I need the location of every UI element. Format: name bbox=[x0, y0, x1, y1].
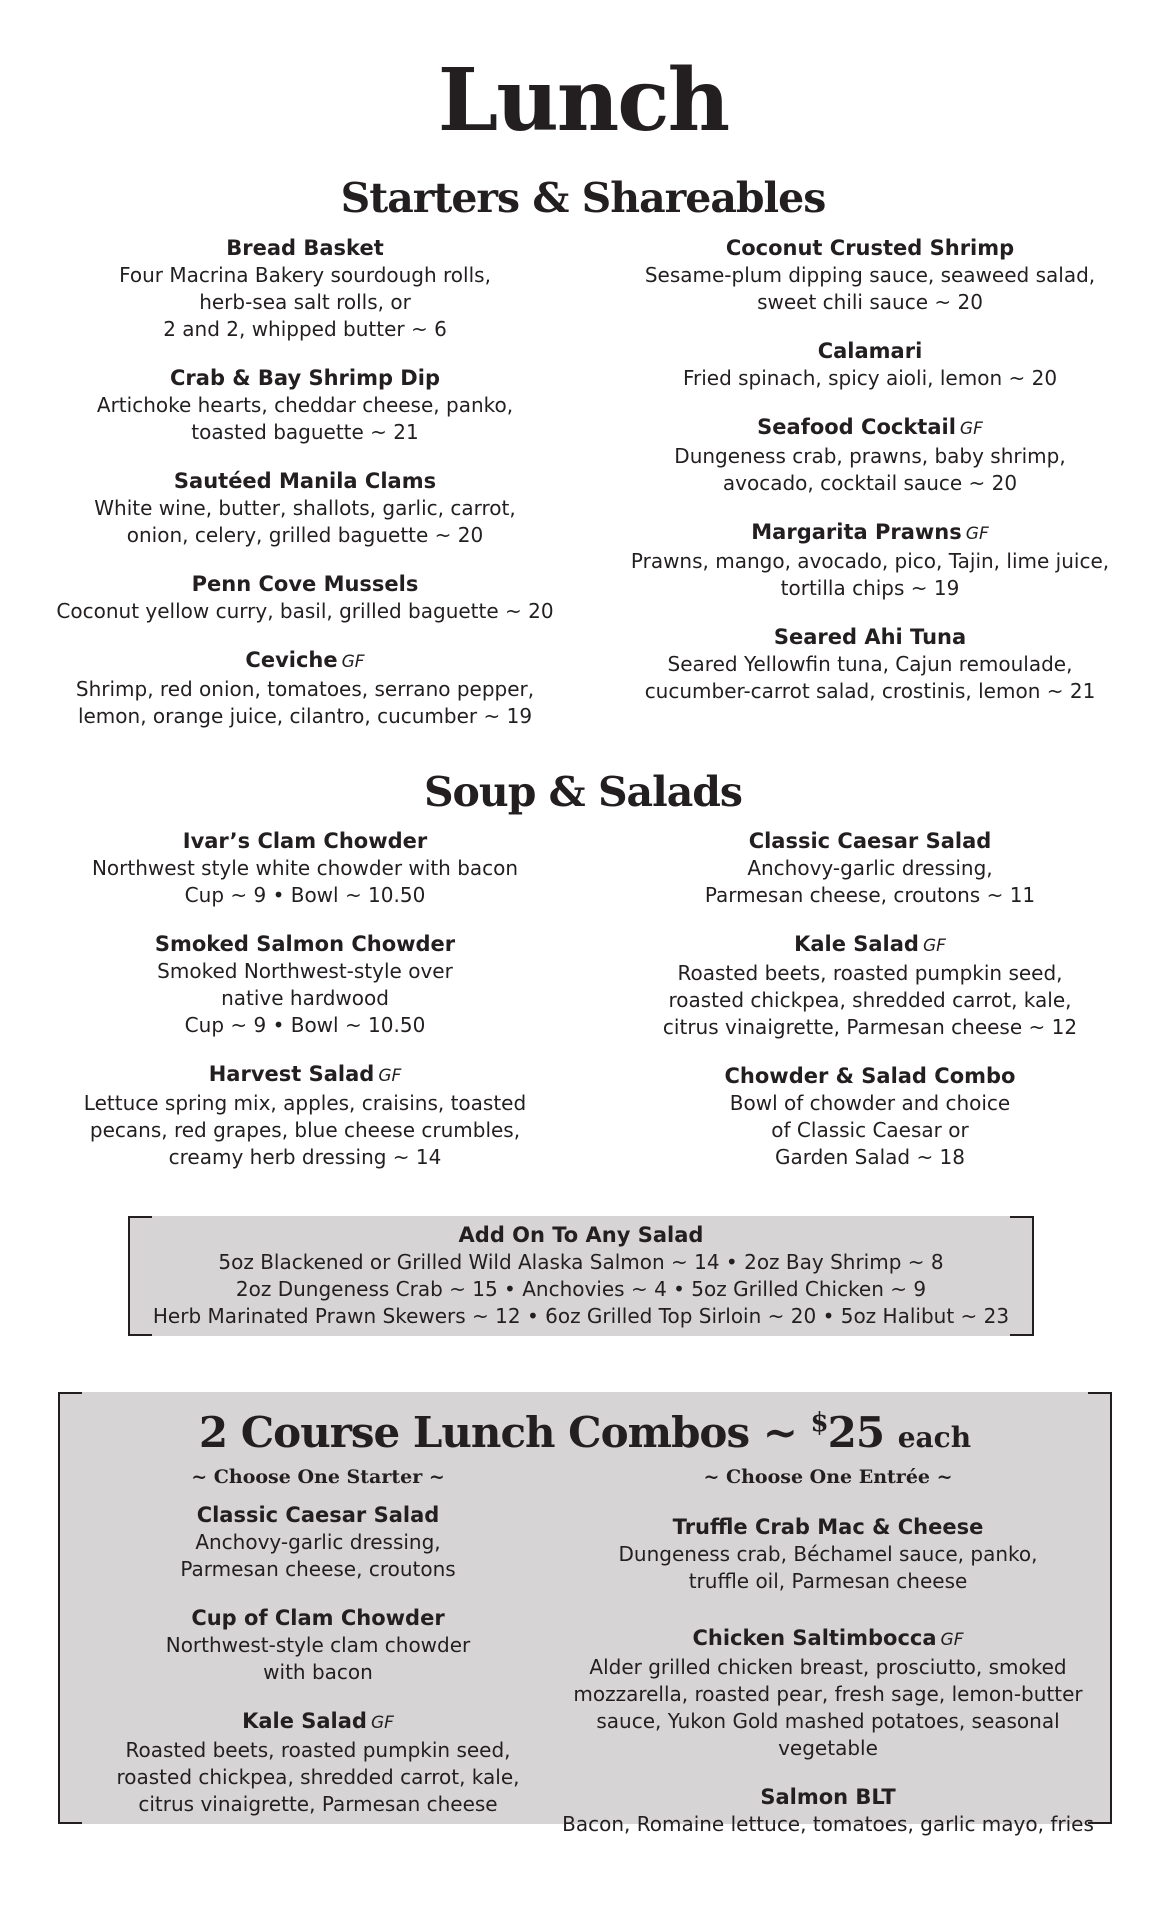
item-description: Coconut yellow curry, basil, grilled baguette ~ 20 bbox=[56, 599, 554, 623]
menu-item bbox=[40, 571, 570, 625]
addon-title: Add On To Any Salad bbox=[458, 1223, 704, 1247]
menu-item bbox=[68, 1708, 568, 1818]
combo-title-text: 2 Course Lunch Combos ~ bbox=[198, 1408, 797, 1457]
combo-each: each bbox=[897, 1421, 972, 1454]
gluten-free-badge: GF bbox=[959, 419, 983, 439]
item-name: Chicken Saltimbocca bbox=[692, 1626, 937, 1650]
item-description: Alder grilled chicken breast, prosciutto, smoked mozzarella, roasted pear, fresh sage, lemon-butter sauce, Yukon Gold mashed potatoes, seasonal vegetable bbox=[573, 1655, 1083, 1760]
item-name: Bread Basket bbox=[226, 236, 384, 260]
menu-item bbox=[548, 1784, 1108, 1838]
item-description: Northwest-style clam chowder with bacon bbox=[165, 1633, 471, 1684]
item-description: Sesame-plum dipping sauce, seaweed salad, sweet chili sauce ~ 20 bbox=[644, 263, 1096, 314]
item-name: Classic Caesar Salad bbox=[196, 1503, 440, 1527]
menu-item bbox=[610, 624, 1130, 705]
starters-heading: Starters & Shareables bbox=[340, 174, 826, 222]
menu-item bbox=[40, 931, 570, 1039]
item-description: Fried spinach, spicy aioli, lemon ~ 20 bbox=[682, 366, 1058, 390]
gluten-free-badge: GF bbox=[341, 652, 365, 672]
item-name: Sautéed Manila Clams bbox=[173, 469, 437, 493]
item-name: Seafood Cocktail bbox=[757, 415, 956, 439]
bracket-decoration bbox=[128, 1216, 152, 1336]
item-name: Salmon BLT bbox=[760, 1785, 896, 1809]
item-name: Ivar’s Clam Chowder bbox=[182, 829, 428, 853]
starters-left-column bbox=[40, 235, 570, 752]
item-description: White wine, butter, shallots, garlic, carrot, onion, celery, grilled baguette ~ 20 bbox=[94, 496, 516, 547]
item-name: Chowder & Salad Combo bbox=[724, 1064, 1016, 1088]
item-description: Bacon, Romaine lettuce, tomatoes, garlic mayo, fries bbox=[562, 1812, 1094, 1836]
item-name: Margarita Prawns bbox=[751, 520, 962, 544]
menu-item bbox=[40, 365, 570, 446]
item-name: Classic Caesar Salad bbox=[748, 829, 992, 853]
soups-right-column bbox=[610, 828, 1130, 1193]
item-name: Ceviche bbox=[245, 648, 338, 672]
item-name: Harvest Salad bbox=[208, 1062, 375, 1086]
item-description: Northwest style white chowder with bacon Cup ~ 9 • Bowl ~ 10.50 bbox=[91, 856, 519, 907]
item-description: Roasted beets, roasted pumpkin seed, roasted chickpea, shredded carrot, kale, citrus vinaigrette, Parmesan cheese bbox=[116, 1738, 520, 1816]
currency-symbol: $ bbox=[810, 1408, 828, 1438]
item-description: Shrimp, red onion, tomatoes, serrano pepper, lemon, orange juice, cilantro, cucumber ~ 19 bbox=[75, 677, 535, 728]
choose-starter-heading: ~ Choose One Starter ~ bbox=[191, 1466, 445, 1488]
item-name: Smoked Salmon Chowder bbox=[154, 932, 456, 956]
gluten-free-badge: GF bbox=[965, 524, 989, 544]
menu-item bbox=[610, 414, 1130, 497]
addon-line: 5oz Blackened or Grilled Wild Alaska Salmon ~ 14 • 2oz Bay Shrimp ~ 8 bbox=[218, 1250, 944, 1274]
item-description: Smoked Northwest-style over native hardwood Cup ~ 9 • Bowl ~ 10.50 bbox=[157, 959, 453, 1037]
menu-item bbox=[40, 1061, 570, 1171]
page-title: Lunch bbox=[437, 50, 729, 151]
item-name: Crab & Bay Shrimp Dip bbox=[170, 366, 440, 390]
item-name: Penn Cove Mussels bbox=[191, 572, 419, 596]
menu-item bbox=[610, 931, 1130, 1041]
combo-price: 25 bbox=[827, 1408, 885, 1457]
menu-item bbox=[610, 519, 1130, 602]
item-name: Cup of Clam Chowder bbox=[191, 1606, 445, 1630]
item-name: Calamari bbox=[817, 339, 923, 363]
salad-addon-box bbox=[128, 1216, 1034, 1336]
item-description: Roasted beets, roasted pumpkin seed, roasted chickpea, shredded carrot, kale, citrus vinaigrette, Parmesan cheese ~ 12 bbox=[662, 961, 1078, 1039]
item-description: Anchovy-garlic dressing, Parmesan cheese, croutons bbox=[180, 1530, 456, 1581]
menu-item bbox=[548, 1514, 1108, 1595]
item-description: Bowl of chowder and choice of Classic Caesar or Garden Salad ~ 18 bbox=[729, 1091, 1011, 1169]
item-name: Coconut Crusted Shrimp bbox=[725, 236, 1015, 260]
gluten-free-badge: GF bbox=[378, 1066, 402, 1086]
item-description: Dungeness crab, Béchamel sauce, panko, truffle oil, Parmesan cheese bbox=[618, 1542, 1038, 1593]
menu-item bbox=[548, 1625, 1108, 1762]
gluten-free-badge: GF bbox=[940, 1630, 964, 1650]
menu-item bbox=[610, 1063, 1130, 1171]
item-description: Seared Yellowfin tuna, Cajun remoulade, cucumber-carrot salad, crostinis, lemon ~ 21 bbox=[644, 652, 1096, 703]
soups-left-column bbox=[40, 828, 570, 1193]
lunch-combo-box bbox=[58, 1392, 1112, 1836]
menu-item bbox=[40, 235, 570, 343]
combo-entrees-column bbox=[548, 1464, 1108, 1860]
starters-right-column bbox=[610, 235, 1130, 727]
item-description: Anchovy-garlic dressing, Parmesan cheese, croutons ~ 11 bbox=[704, 856, 1036, 907]
menu-item bbox=[40, 828, 570, 909]
item-description: Lettuce spring mix, apples, craisins, toasted pecans, red grapes, blue cheese crumbles, creamy herb dressing ~ 14 bbox=[83, 1091, 527, 1169]
menu-item bbox=[610, 828, 1130, 909]
menu-item bbox=[68, 1502, 568, 1583]
combo-starters-column bbox=[68, 1464, 568, 1840]
item-description: Artichoke hearts, cheddar cheese, panko, toasted baguette ~ 21 bbox=[96, 393, 514, 444]
item-name: Kale Salad bbox=[794, 932, 919, 956]
item-name: Seared Ahi Tuna bbox=[773, 625, 967, 649]
menu-item bbox=[610, 338, 1130, 392]
addon-line: 2oz Dungeness Crab ~ 15 • Anchovies ~ 4 • 5oz Grilled Chicken ~ 9 bbox=[235, 1277, 927, 1301]
soups-heading: Soup & Salads bbox=[423, 768, 743, 816]
item-name: Truffle Crab Mac & Cheese bbox=[672, 1515, 984, 1539]
item-description: Four Macrina Bakery sourdough rolls, herb-sea salt rolls, or 2 and 2, whipped butter ~ 6 bbox=[119, 263, 491, 341]
menu-item bbox=[40, 468, 570, 549]
gluten-free-badge: GF bbox=[922, 936, 946, 956]
menu-item bbox=[40, 647, 570, 730]
bracket-decoration bbox=[1010, 1216, 1034, 1336]
addon-line: Herb Marinated Prawn Skewers ~ 12 • 6oz Grilled Top Sirloin ~ 20 • 5oz Halibut ~ 23 bbox=[152, 1304, 1010, 1328]
item-description: Prawns, mango, avocado, pico, Tajin, lime juice, tortilla chips ~ 19 bbox=[630, 549, 1110, 600]
menu-item bbox=[610, 235, 1130, 316]
menu-item bbox=[68, 1605, 568, 1686]
combo-title bbox=[58, 1408, 1112, 1457]
gluten-free-badge: GF bbox=[370, 1713, 394, 1733]
item-description: Dungeness crab, prawns, baby shrimp, avocado, cocktail sauce ~ 20 bbox=[674, 444, 1066, 495]
item-name: Kale Salad bbox=[242, 1709, 367, 1733]
choose-entree-heading: ~ Choose One Entrée ~ bbox=[703, 1466, 953, 1488]
